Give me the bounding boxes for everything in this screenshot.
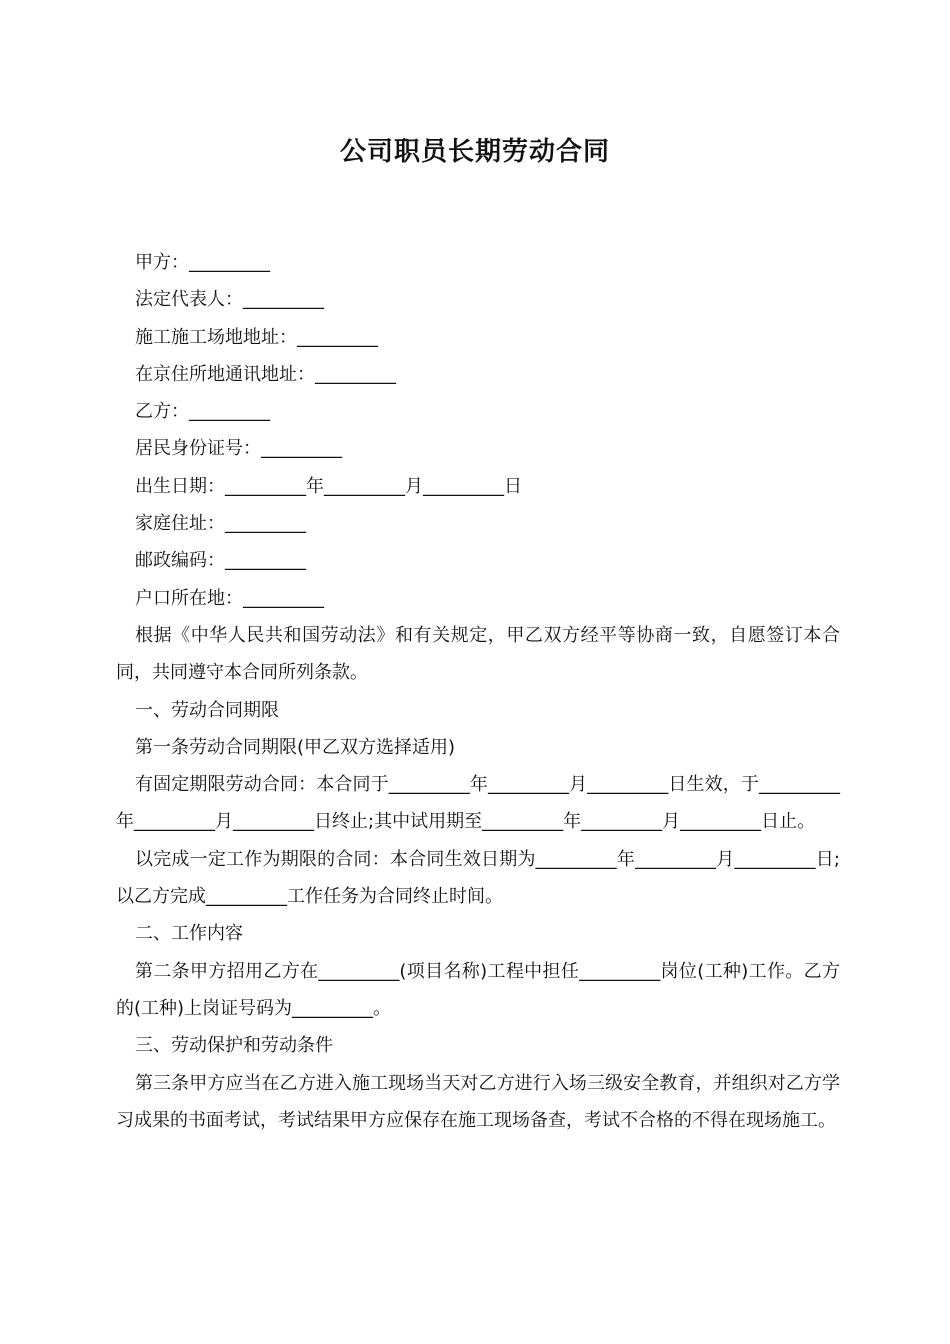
article-3: 第三条甲方应当在乙方进入施工现场当天对乙方进行入场三级安全教育，并组织对乙方学习成果的书面考试，考试结果甲方应保存在施工现场备查，考试不合格的不得在现场施工。: [116, 1072, 840, 1131]
section-1-heading: 一、劳动合同期限: [135, 699, 279, 721]
article-1-heading: 第一条劳动合同期限(甲乙双方选择适用): [135, 736, 456, 758]
field-site-address: 施工施工场地地址：_________: [135, 326, 378, 348]
field-party-b: 乙方：_________: [135, 401, 270, 423]
field-household-registration: 户口所在地：_________: [135, 587, 324, 609]
field-postal-code: 邮政编码：_________: [135, 550, 306, 572]
field-beijing-address: 在京住所地通讯地址：_________: [135, 363, 396, 385]
article-1-task-term: 以完成一定工作为期限的合同：本合同生效日期为_________年_________月_________日;以乙方完成_________工作任务为合同终止时间。: [116, 848, 840, 908]
intro-paragraph: 根据《中华人民共和国劳动法》和有关规定，甲乙双方经平等协商一致，自愿签订本合同，共同遵守本合同所列条款。: [116, 624, 840, 684]
section-3-heading: 三、劳动保护和劳动条件: [135, 1035, 333, 1057]
document-body: [116, 244, 840, 1139]
article-1-fixed-term: 有固定期限劳动合同：本合同于_________年_________月_________日生效，于_________年_________月_________日终止;其中试用期至_________年_________月_________日止。: [116, 774, 840, 833]
field-party-a: 甲方：_________: [135, 252, 270, 273]
field-legal-representative: 法定代表人：_________: [135, 289, 324, 311]
field-home-address: 家庭住址：_________: [135, 513, 306, 535]
section-2-heading: 二、工作内容: [135, 923, 243, 945]
field-birth-date: 出生日期：_________年_________月_________日: [135, 475, 522, 497]
article-2: 第二条甲方招用乙方在_________(项目名称)工程中担任_________岗位(工种)工作。乙方的(工种)上岗证号码为_________。: [116, 960, 840, 1019]
document-title: 公司职员长期劳动合同: [339, 137, 610, 167]
field-id-number: 居民身份证号：_________: [135, 438, 342, 460]
